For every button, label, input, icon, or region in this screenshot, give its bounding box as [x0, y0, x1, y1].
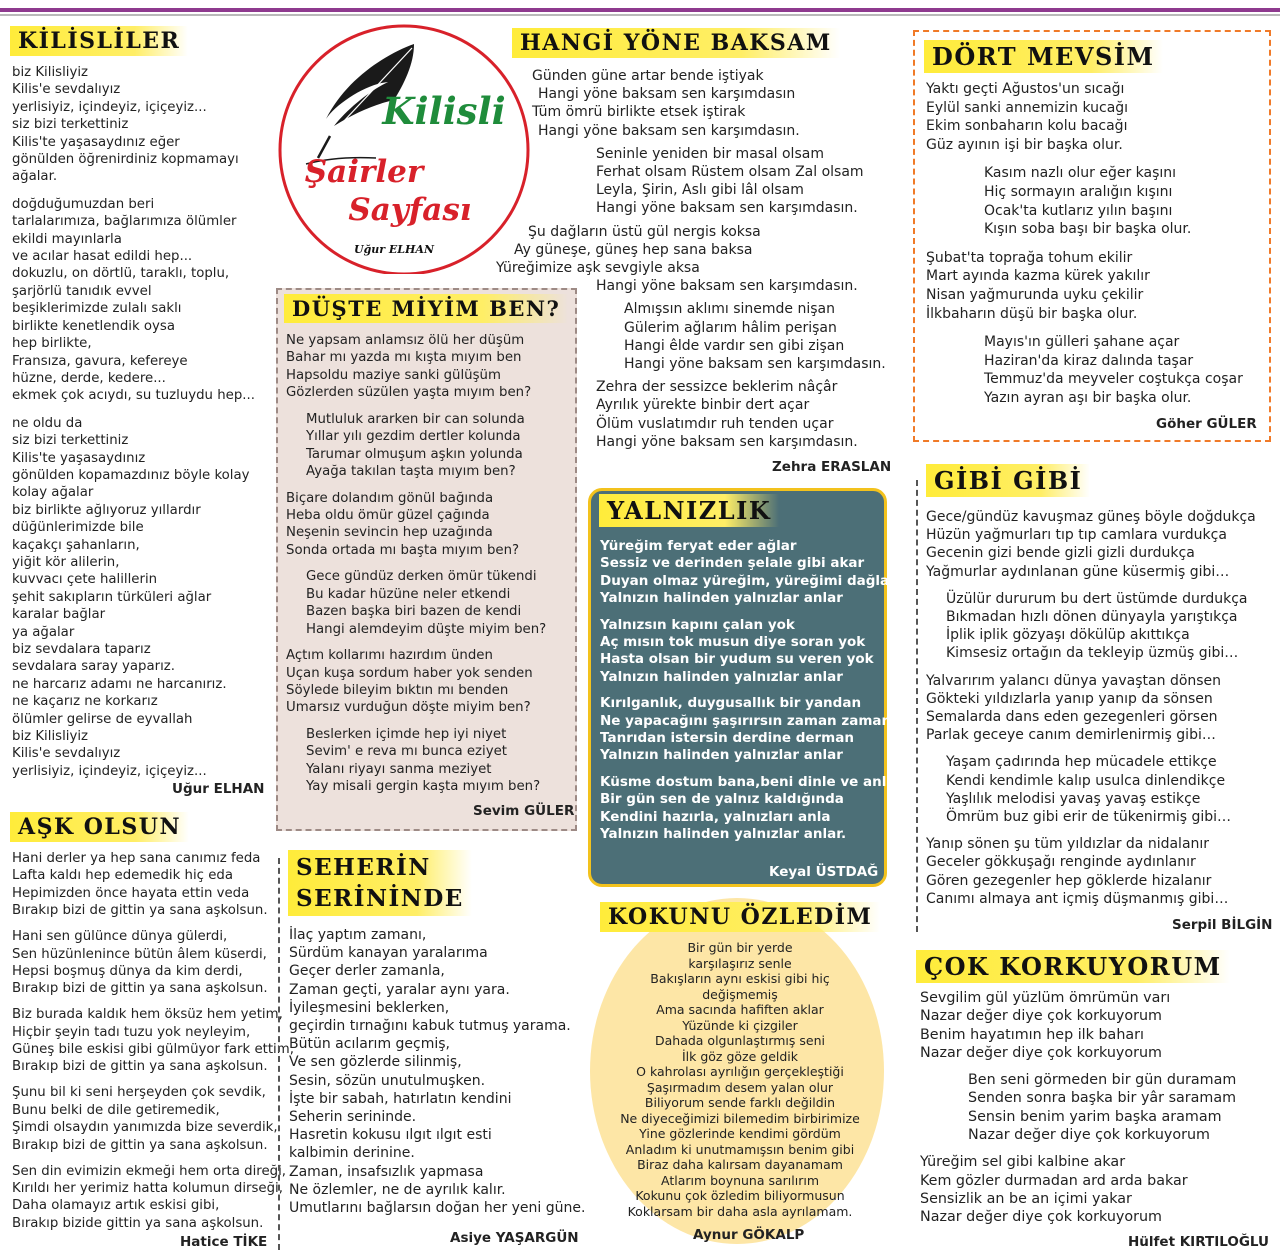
poem-line: biz Kilisliyiz	[12, 65, 89, 80]
stanza	[600, 617, 896, 687]
stanza	[926, 508, 1256, 581]
poem-line: Yalvarırım yalancı dünya yavaştan dönsen	[926, 672, 1222, 689]
poem-line: birlikte kenetlendik oysa	[12, 318, 175, 334]
poem-line: karşılaşırız senle	[688, 955, 792, 971]
logo-signature: Uğur ELHAN	[353, 243, 435, 256]
poem-line: Bakışların aynı eskisi gibi hiç	[650, 971, 830, 986]
poem-line: Ve sen gözlerde silinmiş,	[289, 1054, 462, 1071]
poem-line: Bu kadar hüzüne neler etkendi	[306, 586, 511, 602]
poem-line: Gece/gündüz kavuşmaz güneş böyle doğdukça	[926, 509, 1256, 525]
stanza	[600, 774, 896, 844]
poem-line: Yanıp sönen şu tüm yıldızlar da nidalanır	[926, 836, 1210, 853]
kilisli-sairler-logo	[276, 24, 531, 274]
poem-line: Sürdüm kanayan yaralarıma	[289, 945, 488, 962]
author-gibi-gibi: Serpil BİLGİN	[1172, 917, 1273, 933]
poem-line: Yalanı riyayı sanma meziyet	[306, 761, 492, 777]
poem-line: Yüreğim feryat eder ağlar	[600, 538, 797, 554]
seherin-divider	[278, 858, 280, 1250]
poem-line: Hepimizden önce hayata ettin veda	[12, 885, 250, 901]
poem-line: Sesin, sözün unutulmuşken.	[289, 1072, 486, 1089]
poem-line: Lafta kaldı hep edemedik hiç eda	[12, 868, 233, 884]
stanza	[600, 695, 896, 765]
poem-line: Eylül sanki annemizin kucağı	[926, 99, 1129, 116]
poem-line: Kırıldı her yerimiz hatta kolumun dirseği,	[12, 1180, 283, 1196]
poem-yalnizlik	[600, 538, 896, 853]
poem-kokunu	[590, 940, 890, 1219]
poem-line: Gülerim ağlarım hâlim perişan	[624, 319, 837, 336]
poem-line: yiğit kör alilerin,	[12, 554, 120, 570]
poem-line: Canımı almaya ant içmiş düşmanmış gibi…	[926, 890, 1229, 907]
poem-line: Parlak geceye canım demirlenirmiş gibi…	[926, 727, 1216, 744]
poem-line: Ferhat olsam Rüstem olsam Zal olsam	[596, 164, 864, 181]
poem-dort-mevsim	[926, 80, 1243, 417]
stanza	[12, 196, 255, 405]
poem-line: Kendi kendimle kalıp usulca dinlendikçe	[946, 772, 1226, 789]
poem-line: dokuzlu, on dörtlü, taraklı, toplu,	[12, 266, 230, 282]
poem-line: Gecenin gizi bende gizli gizli durdukça	[926, 545, 1195, 562]
poem-line: Bırakıp bizi de gittin ya sana aşkolsun.	[12, 1137, 268, 1153]
title-duste: DÜŞTE MİYİM BEN?	[284, 294, 568, 323]
poem-line: Kışın soba başı bir başka olur.	[984, 221, 1192, 238]
gibi-divider	[916, 480, 918, 932]
poem-cok-korkuyorum	[920, 989, 1236, 1236]
poem-line: Umarsız vurduğun döşte miyim ben?	[286, 700, 531, 716]
poem-line: Leyla, Şirin, Aslı gibi lâl olsam	[596, 182, 804, 199]
poem-line: Yüreğim sel gibi kalbine akar	[920, 1154, 1126, 1171]
poem-line: Yaktı geçti Ağustos'un sıcağı	[926, 81, 1125, 97]
poem-line: ölümler gelirse de eyvallah	[12, 711, 193, 727]
top-rule	[0, 0, 1280, 16]
poem-line: Yaşlılık melodisi yavaş yavaş estikçe	[946, 790, 1201, 807]
poem-line: gönülden öğrenirdiniz kopmamayı	[12, 152, 239, 168]
poem-line: Hasta olsan bir yudum su veren yok	[600, 651, 874, 668]
poem-line: Hangi yöne baksam sen karşımdasın.	[538, 122, 800, 139]
poem-line: Geceler gökkuşağı renginde aydınlanır	[926, 854, 1196, 871]
poem-line: Güz ayının işi bir başka olur.	[926, 137, 1123, 154]
stanza	[496, 223, 896, 296]
author-cok-korkuyorum: Hülfet KIRTILOĞLU	[1128, 1234, 1269, 1250]
poem-line: İlaç yaptım zamanı,	[289, 927, 427, 943]
poem-line: hüzne, derde, kedere...	[12, 370, 166, 386]
poem-gibi-gibi	[926, 508, 1256, 917]
poem-line: Ekim sonbaharın kolu bacağı	[926, 118, 1128, 135]
poem-line: Güneş bile eskisi gibi gülmüyor fark ettim,	[12, 1042, 294, 1058]
poem-line: Hangi yöne baksam sen karşımdasın.	[596, 433, 858, 450]
poem-line: Ne yapacağını şaşırırsın zaman zaman	[600, 712, 892, 729]
poem-line: Bütün acılarım geçmiş,	[289, 1036, 450, 1053]
poem-line: Yalnızsın kapını çalan yok	[600, 616, 795, 633]
poem-line: Hangi yöne baksam sen karşımdasın.	[624, 356, 886, 373]
poem-line: Gökteki yıldızlarla yanıp yanıp da sönsen	[926, 690, 1213, 707]
title-cok-korkuyorum: ÇOK KORKUYORUM	[916, 950, 1230, 983]
stanza	[600, 538, 896, 608]
poem-line: Daha olamayız artık eskisi gibi,	[12, 1198, 220, 1214]
poem-ask-olsun	[12, 850, 294, 1241]
poem-line: O kahrolası ayrılığın gerçekleştiği	[636, 1064, 844, 1079]
poem-line: Ne yapsam anlamsız ölü her düşüm	[286, 333, 525, 348]
poem-line: Yalnızın halinden yalnızlar anlar	[600, 747, 843, 764]
poem-line: Haziran'da kiraz dalında taşar	[984, 352, 1194, 369]
poem-line: Günden güne artar bende iştiyak	[532, 68, 764, 84]
poem-line: Yüzünde ki çizgiler	[682, 1017, 798, 1033]
poem-line: Kilis'te yaşasaydınız	[12, 450, 146, 466]
stanza	[920, 989, 1236, 1062]
title-seherin	[288, 850, 472, 916]
poem-line: Sensizlik an be an içimi yakar	[920, 1190, 1132, 1207]
poem-line: Ay güneşe, güneş hep sana baksa	[514, 241, 753, 258]
poem-line: Bırakıp bizi de gittin ya sana aşkolsun.	[12, 981, 268, 997]
poem-line: Yalnızın halinden yalnızlar anlar.	[600, 826, 847, 843]
poem-line: Duyan olmaz yüreğim, yüreğimi dağlar	[600, 572, 896, 589]
poem-line: yerlisiyiz, içindeyiz, içiçeyiz...	[12, 99, 207, 115]
poem-line: Atlarım boynuna sarılırım	[660, 1172, 820, 1188]
poem-line: Kokunu çok özledim biliyormusun	[635, 1188, 845, 1203]
stanza	[926, 753, 1256, 826]
poem-line: Yazın ayran aşı bir başka olur.	[984, 390, 1192, 407]
poem-line: Nazar değer diye çok korkuyorum	[920, 1008, 1162, 1025]
poem-line: Sevim' e reva mı bunca eziyet	[306, 744, 507, 760]
poem-line: Nazar değer diye çok korkuyorum	[920, 1044, 1162, 1061]
poem-line: Bırakıp bizi de gittin ya sana aşkolsun.	[12, 903, 268, 919]
poem-line: Ama sacında hafiften aklar	[656, 1002, 824, 1017]
poem-line: Sensin benim yarim başka aramam	[968, 1108, 1222, 1125]
author-seherin: Asiye YAŞARGÜN	[450, 1230, 579, 1246]
poem-line: Aç mısın tok musun diye soran yok	[600, 634, 866, 651]
poem-line: şehit sakıpların türküleri ağlar	[12, 589, 212, 605]
poem-line: Bir gün sen de yalnız kaldığında	[600, 791, 844, 808]
stanza	[926, 249, 1243, 324]
poem-line: Yalnızın halinden yalnızlar anlar	[600, 590, 843, 607]
poem-line: geçirdin tırnağını kabuk tutmuş yarama.	[289, 1018, 571, 1035]
poem-line: Ocak'ta kutlarız yılın başını	[984, 202, 1173, 219]
poem-line: Şimdi olsaydın yanımızda bize severdik,	[12, 1120, 278, 1136]
poem-seherin	[289, 926, 585, 1217]
stanza	[12, 928, 294, 998]
poem-line: Hangi yöne baksam sen karşımdasın.	[596, 278, 858, 295]
title-ask-olsun: AŞK OLSUN	[10, 812, 189, 842]
logo-word-sairler: Şairler	[304, 154, 424, 190]
author-dort-mevsim: Göher GÜLER	[1156, 416, 1257, 432]
poem-line: Yine gözlerinde kendimi gördüm	[639, 1126, 841, 1141]
poem-line: gönülden kopamazdınız böyle kolay	[12, 467, 250, 483]
stanza	[926, 164, 1243, 239]
stanza	[926, 80, 1243, 155]
poem-line: Sessiz ve derinden şelale gibi akar	[600, 555, 865, 572]
poem-line: kalbimin derinine.	[289, 1145, 415, 1162]
poem-line: Fransıza, gavura, kefereye	[12, 353, 188, 369]
poem-line: Kilis'te yaşasaydınız eğer	[12, 134, 180, 150]
title-gibi-gibi: GİBİ GİBİ	[926, 464, 1090, 497]
poem-line: Biliyorum sende farklı değildin	[644, 1095, 836, 1110]
poem-line: Hangi êlde vardır sen gibi zişan	[624, 337, 845, 354]
stanza	[12, 1006, 294, 1076]
poem-line: Seherin serininde.	[289, 1109, 417, 1126]
poem-line: Hiçbir şeyin tadı tuzu yok neyleyim,	[12, 1024, 251, 1040]
poem-line: İplik iplik gözyaşı dökülüp akıttıkça	[946, 627, 1190, 644]
poem-line: Ayağa takılan taşta mıyım ben?	[306, 464, 516, 480]
poem-line: Tüm ömrü birlikte etsek iştirak	[532, 104, 746, 121]
poem-line: düğünlerimizde bile	[12, 520, 144, 536]
poem-line: doğduğumuzdan beri	[12, 196, 155, 212]
poem-line: Küsme dostum bana,beni dinle ve anla	[600, 773, 896, 790]
poem-line: Neşenin sevincin hep uzağında	[286, 525, 493, 541]
poem-line: Tarumar olmuşum aşkın yolunda	[306, 446, 523, 462]
poem-line: Yağmurlar aydınlanan güne küsermiş gibi…	[926, 563, 1230, 580]
poem-line: Sen hüzünlenince bütün âlem küserdi,	[12, 946, 267, 962]
poem-line: değişmemiş	[702, 986, 778, 1002]
poem-duste	[286, 332, 546, 805]
poem-line: tarlalarımıza, bağlarımıza ölümler	[12, 214, 237, 230]
author-kilisliler: Uğur ELHAN	[172, 781, 265, 797]
poem-line: Hiç sormayın aralığın kışını	[984, 184, 1173, 201]
poem-line: Zaman geçti, yaralar aynı yara.	[289, 981, 510, 998]
poem-line: Zaman, insafsızlık yapmasa	[289, 1163, 484, 1180]
poem-line: Kırılganlık, duygusallık bir yandan	[600, 695, 862, 712]
poem-line: Almışsın aklımı sinemde nişan	[624, 301, 836, 318]
poem-line: kaçakçı şahanların,	[12, 537, 140, 553]
poem-line: Sen din evimizin ekmeği hem orta direği,	[12, 1163, 286, 1179]
poem-line: Nazar değer diye çok korkuyorum	[920, 1209, 1162, 1226]
title-kokunu: KOKUNU ÖZLEDİM	[600, 902, 880, 932]
stanza	[12, 850, 294, 920]
poem-line: Beslerken içimde hep iyi niyet	[306, 727, 507, 743]
poem-line: siz bizi terkettiniz	[12, 117, 129, 133]
poem-line: Gece gündüz derken ömür tükendi	[306, 569, 537, 585]
poem-line: Bir gün bir yerde	[687, 940, 793, 955]
poem-line: Yay misali gergin kaşta mıyım ben?	[306, 779, 541, 795]
poem-line: Sevgilim gül yüzlüm ömrümün varı	[920, 990, 1171, 1006]
poem-line: Şunu bil ki seni herşeyden çok sevdik,	[12, 1085, 266, 1101]
poem-line: şarjörlü tanıdık evvel	[12, 283, 152, 299]
poem-line: Ömrüm buz gibi erir de tükenirmiş gibi…	[946, 809, 1232, 826]
poem-line: Ayrılık yürekte binbir dert açar	[596, 397, 810, 414]
poem-line: Hasretin kokusu ılgıt ılgıt esti	[289, 1127, 492, 1144]
poem-line: Tanrıdan istersin derdine derman	[600, 730, 854, 747]
poem-line: karalar bağlar	[12, 607, 106, 623]
poem-line: biz Kilisliyiz	[12, 729, 89, 745]
title-yalnizlik: YALNIZLIK	[599, 494, 779, 527]
poem-line: Kasım nazlı olur eğer kaşını	[984, 165, 1177, 182]
stanza	[286, 332, 546, 402]
poem-line: Üzülür dururum bu dert üstümde durdukça	[946, 590, 1248, 607]
poem-line: Şu dağların üstü gül nergis koksa	[528, 223, 761, 240]
poem-line: ne kaçarız ne korkarız	[12, 694, 158, 710]
stanza	[12, 1163, 294, 1233]
logo-word-kilisli: Kilisli	[382, 89, 506, 133]
author-kokunu: Aynur GÖKALP	[693, 1227, 805, 1243]
title-hangi-yone: HANGİ YÖNE BAKSAM	[512, 28, 840, 58]
poem-line: Gözlerden süzülen yaşta mıyım ben?	[286, 385, 532, 401]
poem-line: Nazar değer diye çok korkuyorum	[968, 1127, 1210, 1144]
stanza	[286, 411, 546, 481]
poem-line: Heba oldu ömür güzel çağında	[286, 508, 490, 524]
poem-line: ne harcarız adamı ne harcanırız.	[12, 676, 227, 692]
poem-line: İlkbaharın düşü bir başka olur.	[926, 305, 1138, 322]
poem-line: Hepsi boşmuş dünya da kim derdi,	[12, 963, 243, 979]
poem-line: Bırakıp bizi de gittin ya sana aşkolsun.	[12, 1059, 268, 1075]
title-seherin-line1: SEHERİN	[296, 854, 431, 881]
poem-line: Kendini hazırla, yalnızları anla	[600, 808, 831, 825]
poem-line: Kilis'e sevdalıyız	[12, 746, 121, 762]
stanza	[286, 647, 546, 717]
poem-line: Koklarsam bir daha asla ayrılamam.	[627, 1203, 853, 1219]
stanza	[926, 333, 1243, 408]
poem-line: ya ağalar	[12, 624, 75, 640]
title-seherin-line2: SERİNİNDE	[296, 885, 464, 912]
poem-line: Dahada olgunlaştırmış seni	[654, 1033, 825, 1048]
poem-line: Mart ayında kazma kürek yakılır	[926, 268, 1150, 285]
author-duste: Sevim GÜLER	[473, 803, 575, 819]
poem-line: Hangi yöne baksam sen karşımdasın	[538, 86, 796, 103]
poem-line: yerlisiyiz, içindeyiz, içiçeyiz...	[12, 763, 207, 779]
poem-line: Yaşam çadırında hep mücadele ettikçe	[946, 754, 1217, 771]
stanza	[286, 568, 546, 638]
stanza	[496, 145, 896, 218]
stanza	[12, 1084, 294, 1154]
poem-line: İşte bir sabah, hatırlatın kendini	[289, 1090, 512, 1107]
poem-line: İyileşmesini beklerken,	[289, 999, 450, 1016]
stanza	[926, 835, 1256, 908]
poem-line: Geçer derler zamanla,	[289, 963, 445, 980]
poem-line: Ben seni görmeden bir gün duramam	[968, 1072, 1237, 1089]
poem-line: Biz burada kaldık hem öksüz hem yetim,	[12, 1007, 283, 1023]
poem-line: ne oldu da	[12, 415, 83, 431]
stanza	[496, 67, 896, 140]
poem-line: Söylede bileyim bıktın mı benden	[286, 683, 509, 699]
poem-line: Bırakıp bizide gittin ya sana aşkolsun.	[12, 1215, 264, 1231]
poem-line: biz birlikte ağlıyoruz yıllardır	[12, 502, 201, 518]
poem-line: Kimsesiz ortağın da tekleyip üzmüş gibi…	[946, 645, 1239, 662]
poem-line: Anladım ki unutmamışsın benim gibi	[625, 1141, 855, 1157]
author-yalnizlik: Keyal ÜSTDAĞ	[769, 864, 879, 880]
logo-emblem	[276, 24, 531, 274]
stanza	[926, 590, 1256, 663]
poem-line: Hani derler ya hep sana canımız feda	[12, 851, 261, 866]
poem-line: Biraz daha kalırsam dayanamam	[637, 1157, 843, 1172]
poem-line: Hangi yöne baksam sen karşımdasın.	[596, 200, 858, 217]
poem-line: Kem gözler durmadan ard arda bakar	[920, 1172, 1188, 1189]
poem-line: biz sevdalara taparız	[12, 642, 151, 657]
author-ask-olsun: Hatice TİKE	[180, 1234, 268, 1250]
poem-line: Bıkmadan hızlı dönen dünyayla yarıştıkça	[946, 609, 1238, 626]
poem-line: Ne diyeceğimizi bilemedim birbirimize	[620, 1110, 860, 1126]
poem-line: Hani sen gülünce dünya gülerdi,	[12, 929, 228, 945]
author-hangi-yone: Zehra ERASLAN	[772, 459, 892, 475]
poem-line: Seninle yeniden bir masal olsam	[596, 145, 824, 162]
poem-line: Uçan kuşa sordum haber yok senden	[286, 665, 533, 681]
poem-line: Yalnızın halinden yalnızlar anlar	[600, 668, 843, 685]
title-kilisliler: KİLİSLİLER	[10, 26, 188, 56]
poem-line: Zehra der sessizce beklerim nâçâr	[596, 379, 838, 396]
poem-line: Sonda ortada mı başta mıyım ben?	[286, 542, 520, 558]
poem-line: Hüzün yağmurları tıp tıp camlara vurdukça	[926, 527, 1227, 544]
poem-line: Mutluluk ararken bir can solunda	[306, 411, 525, 427]
stanza	[920, 1153, 1236, 1226]
poem-line: Senden sonra başka bir yâr saramam	[968, 1090, 1237, 1107]
poem-line: ve acılar hasat edildi hep...	[12, 249, 193, 265]
poem-line: ekmek çok acıydı, su tuzluydu hep...	[12, 388, 255, 404]
poem-line: Ne özlemler, ne de ayrılık kalır.	[289, 1181, 506, 1198]
poem-line: sevdalara saray yaparız.	[12, 659, 176, 675]
poem-line: Nisan yağmurunda uyku çekilir	[926, 287, 1144, 304]
poem-line: Hapsoldu maziye sanki gülüşüm	[286, 367, 501, 383]
stanza	[286, 490, 546, 560]
stanza	[926, 672, 1256, 745]
poem-line: Benim hayatımın hep ilk baharı	[920, 1026, 1144, 1043]
poem-line: ağalar.	[12, 169, 58, 185]
poem-line: Şubat'ta toprağa tohum ekilir	[926, 249, 1133, 266]
logo-word-sayfasi: Sayfası	[348, 192, 472, 228]
poem-line: Umutlarını bağlarsın doğan her yeni güne.	[289, 1200, 586, 1217]
poem-line: ekildi mayınlarla	[12, 231, 122, 247]
poem-line: Mayıs'ın gülleri şahane açar	[984, 333, 1180, 350]
poem-line: siz bizi terkettiniz	[12, 433, 129, 449]
poem-line: Bazen başka biri bazen de kendi	[306, 604, 522, 620]
poem-line: Ölüm vuslatımdır ruh tenden uçar	[596, 415, 834, 432]
poem-line: hep birlikte,	[12, 336, 92, 352]
poem-line: Kilis'e sevdalıyız	[12, 82, 121, 98]
poem-line: Bunu belki de dile getiremedik,	[12, 1102, 220, 1118]
stanza	[12, 64, 255, 186]
stanza	[286, 726, 546, 796]
poem-line: Semalarda dans eden gezegenleri görsen	[926, 709, 1218, 726]
title-dort-mevsim: DÖRT MEVSİM	[924, 40, 1163, 73]
stanza	[920, 1071, 1236, 1144]
poem-line: Gören gezegenler hep göklerde hizalanır	[926, 872, 1212, 889]
stanza	[12, 415, 255, 781]
poem-line: Bahar mı yazda mı kışta mıyım ben	[286, 350, 522, 366]
poem-line: Yıllar yılı gezdim dertler kolunda	[306, 429, 521, 445]
poem-line: İlk göz göze geldik	[681, 1048, 799, 1064]
poem-line: Şaşırmadım desem yalan olur	[646, 1079, 834, 1095]
poem-line: Temmuz'da meyveler coştukça coşar	[984, 371, 1243, 388]
poem-kilisliler	[12, 64, 255, 790]
poem-line: kuvvacı çete halillerin	[12, 572, 158, 588]
poem-line: Hangi alemdeyim düşte miyim ben?	[306, 621, 547, 637]
poem-line: Yüreğimize aşk sevgiyle aksa	[496, 260, 700, 277]
poem-line: Açtım kollarımı hazırdım ünden	[286, 648, 493, 664]
poem-line: beşiklerimizde zulalı saklı	[12, 301, 182, 317]
poem-line: kolay ağalar	[12, 485, 94, 501]
poem-line: Biçare dolandım gönül bağında	[286, 490, 494, 506]
